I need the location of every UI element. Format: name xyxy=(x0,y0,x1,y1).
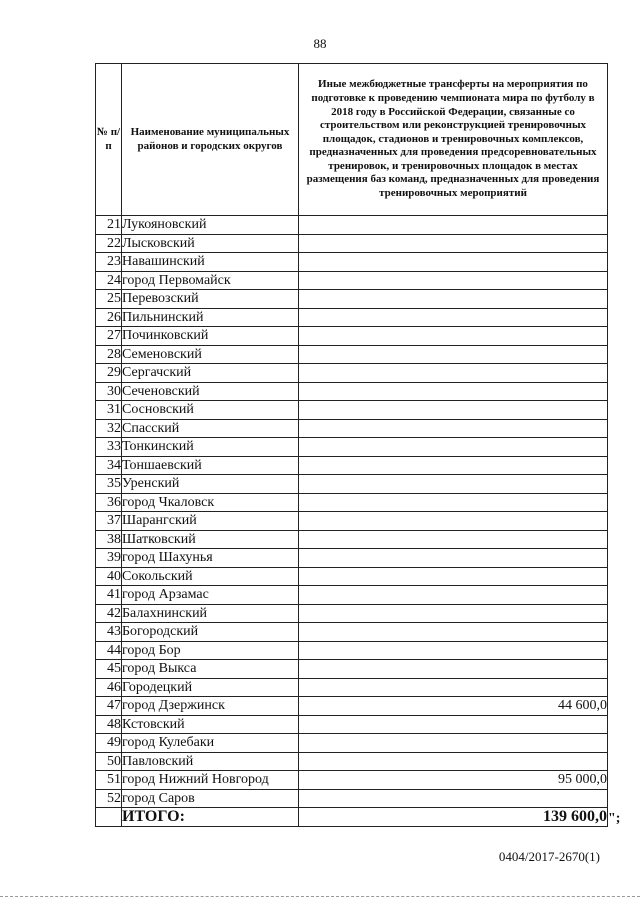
table-row xyxy=(96,752,608,771)
table-row xyxy=(96,308,608,327)
table-row xyxy=(96,697,608,716)
row-number: 27 xyxy=(96,327,122,346)
district-name: город Нижний Новгород xyxy=(122,771,299,790)
district-name: Шарангский xyxy=(122,512,299,531)
transfer-value xyxy=(299,253,608,272)
closing-quote: "; xyxy=(608,811,621,826)
row-number: 51 xyxy=(96,771,122,790)
transfer-value xyxy=(299,216,608,235)
district-name: город Саров xyxy=(122,789,299,808)
transfer-value xyxy=(299,789,608,808)
transfer-value xyxy=(299,586,608,605)
table-row xyxy=(96,512,608,531)
transfer-value xyxy=(299,660,608,679)
transfer-value xyxy=(299,623,608,642)
transfer-value xyxy=(299,234,608,253)
table-row xyxy=(96,604,608,623)
district-name: Тоншаевский xyxy=(122,456,299,475)
table-row xyxy=(96,382,608,401)
page-number: 88 xyxy=(313,36,327,51)
district-name: Починковский xyxy=(122,327,299,346)
table-row xyxy=(96,549,608,568)
table-row xyxy=(96,493,608,512)
table-row xyxy=(96,660,608,679)
row-number: 26 xyxy=(96,308,122,327)
district-name: Сеченовский xyxy=(122,382,299,401)
table-row xyxy=(96,641,608,660)
district-name: Сокольский xyxy=(122,567,299,586)
row-number: 49 xyxy=(96,734,122,753)
table-row xyxy=(96,271,608,290)
row-number: 29 xyxy=(96,364,122,383)
table-row xyxy=(96,789,608,808)
transfer-value xyxy=(299,364,608,383)
district-name: город Бор xyxy=(122,641,299,660)
transfer-value: 44 600,0 xyxy=(299,697,608,716)
total-num-cell xyxy=(96,808,122,827)
row-number: 35 xyxy=(96,475,122,494)
row-number: 37 xyxy=(96,512,122,531)
district-name: Богородский xyxy=(122,623,299,642)
district-name: город Первомайск xyxy=(122,271,299,290)
transfer-value xyxy=(299,401,608,420)
district-name: Сергачский xyxy=(122,364,299,383)
row-number: 24 xyxy=(96,271,122,290)
transfer-value xyxy=(299,419,608,438)
transfer-value xyxy=(299,734,608,753)
district-name: Лысковский xyxy=(122,234,299,253)
district-name: Навашинский xyxy=(122,253,299,272)
table-row xyxy=(96,678,608,697)
table-row xyxy=(96,456,608,475)
district-name: город Арзамас xyxy=(122,586,299,605)
table-row xyxy=(96,771,608,790)
district-name: город Шахунья xyxy=(122,549,299,568)
row-number: 50 xyxy=(96,752,122,771)
transfer-value xyxy=(299,530,608,549)
table-row xyxy=(96,253,608,272)
table-row xyxy=(96,290,608,309)
row-number: 47 xyxy=(96,697,122,716)
district-name: Перевозский xyxy=(122,290,299,309)
transfer-value xyxy=(299,382,608,401)
total-row xyxy=(96,808,608,827)
row-number: 44 xyxy=(96,641,122,660)
table-row xyxy=(96,216,608,235)
transfer-value xyxy=(299,604,608,623)
row-number: 32 xyxy=(96,419,122,438)
row-number: 22 xyxy=(96,234,122,253)
table-row xyxy=(96,401,608,420)
table-row xyxy=(96,567,608,586)
table-row xyxy=(96,623,608,642)
header-num: № п/п xyxy=(96,64,122,216)
table-row xyxy=(96,475,608,494)
district-name: Уренский xyxy=(122,475,299,494)
transfer-value xyxy=(299,456,608,475)
transfer-value xyxy=(299,567,608,586)
row-number: 21 xyxy=(96,216,122,235)
transfer-value xyxy=(299,493,608,512)
district-name: Балахнинский xyxy=(122,604,299,623)
header-name: Наименование муниципальных районов и городских округов xyxy=(122,64,299,216)
table-row xyxy=(96,530,608,549)
transfer-value xyxy=(299,475,608,494)
row-number: 52 xyxy=(96,789,122,808)
row-number: 45 xyxy=(96,660,122,679)
row-number: 25 xyxy=(96,290,122,309)
district-name: город Выкса xyxy=(122,660,299,679)
total-label: ИТОГО: xyxy=(122,808,299,827)
transfer-value xyxy=(299,549,608,568)
table-header-row xyxy=(96,64,608,216)
district-name: Спасский xyxy=(122,419,299,438)
row-number: 30 xyxy=(96,382,122,401)
table-row xyxy=(96,586,608,605)
table-row xyxy=(96,715,608,734)
row-number: 34 xyxy=(96,456,122,475)
row-number: 41 xyxy=(96,586,122,605)
transfer-value xyxy=(299,438,608,457)
table-row xyxy=(96,327,608,346)
row-number: 23 xyxy=(96,253,122,272)
transfer-value xyxy=(299,308,608,327)
footer-divider xyxy=(0,896,640,897)
transfer-value xyxy=(299,290,608,309)
district-name: город Дзержинск xyxy=(122,697,299,716)
row-number: 33 xyxy=(96,438,122,457)
table-row xyxy=(96,734,608,753)
header-value: Иные межбюджетные трансферты на мероприятия по подготовке к проведению чемпионата мира по футболу в 2018 году в Российской Федерации, связанные со строительством или реконструкцией тренировочных площадок, стадионов и тренировочных комплексов, предназначенных для проведения предсоревновательных тренировок, и тренировочных площадок в местах размещения баз команд, предназначенных для проведения тренировочных мероприятий xyxy=(299,64,608,216)
transfer-value xyxy=(299,641,608,660)
table-row xyxy=(96,234,608,253)
district-name: Городецкий xyxy=(122,678,299,697)
district-name: Павловский xyxy=(122,752,299,771)
district-name: Сосновский xyxy=(122,401,299,420)
transfer-value xyxy=(299,512,608,531)
row-number: 46 xyxy=(96,678,122,697)
table-row xyxy=(96,438,608,457)
document-code: 0404/2017-2670(1) xyxy=(498,849,600,864)
total-value: 139 600,0 xyxy=(299,808,608,827)
table-row xyxy=(96,345,608,364)
district-name: Пильнинский xyxy=(122,308,299,327)
row-number: 39 xyxy=(96,549,122,568)
transfer-value xyxy=(299,678,608,697)
row-number: 48 xyxy=(96,715,122,734)
table-row xyxy=(96,364,608,383)
row-number: 36 xyxy=(96,493,122,512)
transfer-value: 95 000,0 xyxy=(299,771,608,790)
row-number: 38 xyxy=(96,530,122,549)
district-name: Кстовский xyxy=(122,715,299,734)
transfer-value xyxy=(299,345,608,364)
district-name: город Чкаловск xyxy=(122,493,299,512)
row-number: 42 xyxy=(96,604,122,623)
district-name: Семеновский xyxy=(122,345,299,364)
row-number: 43 xyxy=(96,623,122,642)
row-number: 40 xyxy=(96,567,122,586)
transfer-value xyxy=(299,752,608,771)
transfers-table xyxy=(95,63,608,827)
district-name: город Кулебаки xyxy=(122,734,299,753)
district-name: Лукояновский xyxy=(122,216,299,235)
district-name: Шатковский xyxy=(122,530,299,549)
transfer-value xyxy=(299,327,608,346)
district-name: Тонкинский xyxy=(122,438,299,457)
row-number: 28 xyxy=(96,345,122,364)
transfer-value xyxy=(299,715,608,734)
transfer-value xyxy=(299,271,608,290)
table-row xyxy=(96,419,608,438)
row-number: 31 xyxy=(96,401,122,420)
